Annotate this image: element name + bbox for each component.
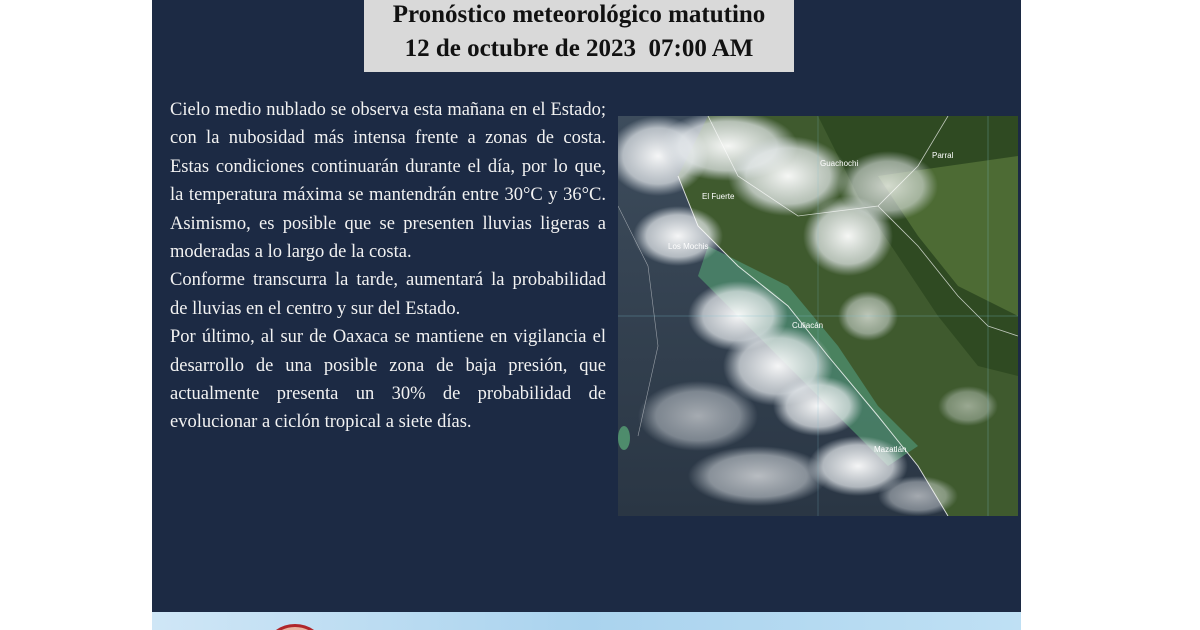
institution-logo xyxy=(262,624,328,630)
map-label-mazatlan: Mazatlán xyxy=(874,445,907,454)
map-label-culiacan: Culiacán xyxy=(792,321,824,330)
satellite-image xyxy=(618,116,1018,516)
forecast-datetime: 12 de octubre de 2023 07:00 AM xyxy=(404,35,754,62)
map-label-los-mochis: Los Mochis xyxy=(668,242,709,251)
forecast-paragraph-1: Cielo medio nublado se observa esta mañana en el Estado; con la nubosidad más intensa frente a zonas de costa. Estas condiciones continuarán durante el día, por lo que, la temperatura máxima se mantendrán entre 30°C y 36°C. Asimismo, es posible que se presenten lluvias ligeras a moderadas a lo largo de la costa. xyxy=(170,100,606,263)
forecast-paragraph-3: Por último, al sur de Oaxaca se mantiene en vigilancia el desarrollo de una posible zona de baja presión, que actualmente presenta un 30% de probabilidad de evolucionar a ciclón tropical a siete días. xyxy=(170,327,606,433)
map-label-parral: Parral xyxy=(932,151,954,160)
map-label-guachochi: Guachochi xyxy=(820,159,859,168)
forecast-paragraph-2: Conforme transcurra la tarde, aumentará la probabilidad de lluvias en el centro y sur del Estado. xyxy=(170,270,606,319)
title-box xyxy=(364,0,794,72)
forecast-text xyxy=(170,96,606,437)
map-label-el-fuerte: El Fuerte xyxy=(702,192,735,201)
page-title: Pronóstico meteorológico matutino xyxy=(392,1,766,28)
footer-strip xyxy=(152,612,1021,630)
